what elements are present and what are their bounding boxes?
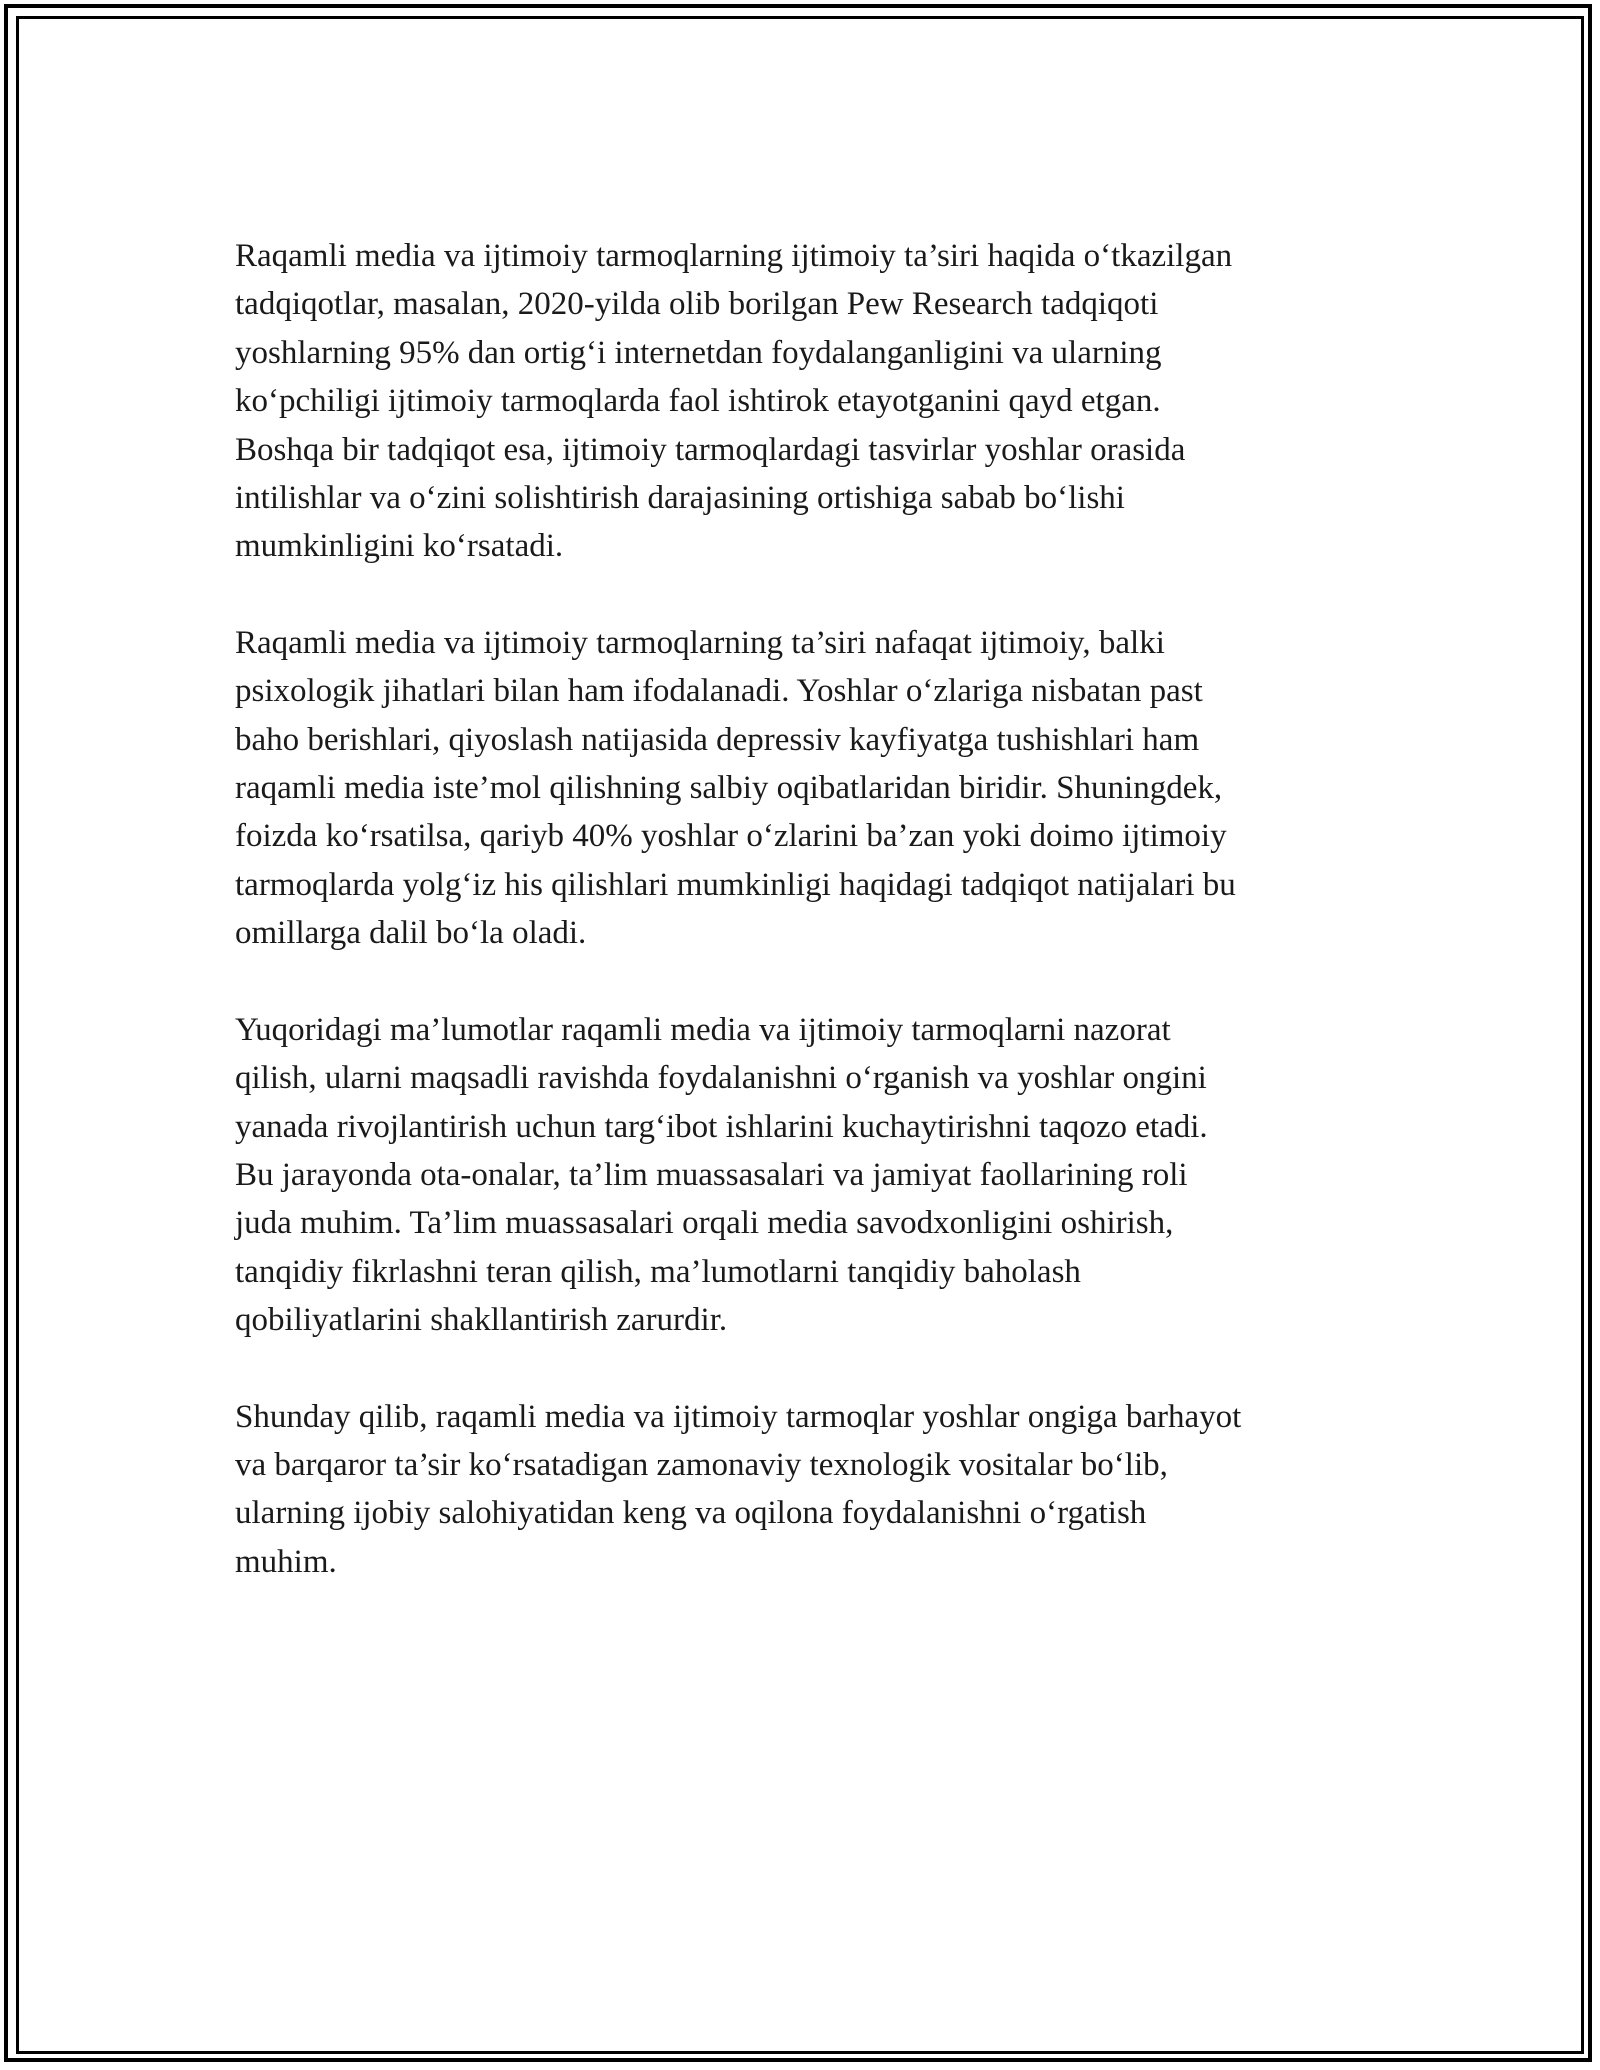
text-line: Raqamli media va ijtimoiy tarmoqlarning ijtimoiy ta’siri haqida o‘tkazilgan (235, 238, 1233, 274)
text-line: psixologik jihatlari bilan ham ifodalanadi. Yoshlar o‘zlariga nisbatan past (235, 673, 1203, 710)
paragraph-2 (235, 619, 1365, 958)
text-line: mumkinligini ko‘rsatadi. (235, 528, 564, 565)
text-line: raqamli media iste’mol qilishning salbiy oqibatlaridan biridir. Shuningdek, (235, 770, 1223, 807)
text-line: tarmoqlarda yolg‘iz his qilishlari mumkinligi haqidagi tadqiqot natijalari bu (235, 866, 1236, 903)
paragraph-3 (235, 1006, 1365, 1345)
text-line: yoshlarning 95% dan ortig‘i internetdan foydalanganligini va ularning (235, 334, 1162, 371)
text-line: Shunday qilib, raqamli media va ijtimoiy tarmoqlar yoshlar ongiga barhayot (235, 1398, 1242, 1435)
paragraph-1 (235, 232, 1365, 571)
text-line: tanqidiy fikrlashni teran qilish, ma’lumotlarni tanqidiy baholash (235, 1253, 1081, 1290)
text-line: juda muhim. Ta’lim muassasalari orqali media savodxonligini oshirish, (235, 1205, 1174, 1242)
text-line: tadqiqotlar, masalan, 2020-yilda olib borilgan Pew Research tadqiqoti (235, 286, 1159, 323)
text-line: Yuqoridagi ma’lumotlar raqamli media va ijtimoiy tarmoqlarni nazorat (235, 1011, 1171, 1048)
text-line: ko‘pchiligi ijtimoiy tarmoqlarda faol ishtirok etayotganini qayd etgan. (235, 383, 1161, 420)
text-line: baho berishlari, qiyoslash natijasida depressiv kayfiyatga tushishlari ham (235, 721, 1200, 758)
text-line: ularning ijobiy salohiyatidan keng va oqilona foydalanishni o‘rgatish (235, 1495, 1147, 1532)
text-line: foizda ko‘rsatilsa, qariyb 40% yoshlar o‘zlarini ba’zan yoki doimo ijtimoiy (235, 818, 1227, 855)
text-line: Bu jarayonda ota-onalar, ta’lim muassasalari va jamiyat faollarining roli (235, 1156, 1188, 1193)
paragraph-4 (235, 1393, 1365, 1587)
text-line: va barqaror ta’sir ko‘rsatadigan zamonaviy texnologik vositalar bo‘lib, (235, 1446, 1168, 1483)
text-line: omillarga dalil bo‘la oladi. (235, 915, 587, 952)
document-body (235, 232, 1365, 1634)
text-line: intilishlar va o‘zini solishtirish darajasining ortishiga sabab bo‘lishi (235, 480, 1125, 517)
text-line: qobiliyatlarini shakllantirish zarurdir. (235, 1302, 728, 1339)
text-line: Raqamli media va ijtimoiy tarmoqlarning ta’siri nafaqat ijtimoiy, balki (235, 624, 1165, 661)
text-line: Boshqa bir tadqiqot esa, ijtimoiy tarmoqlardagi tasvirlar yoshlar orasida (235, 431, 1186, 468)
text-line: yanada rivojlantirish uchun targ‘ibot ishlarini kuchaytirishni taqozo etadi. (235, 1108, 1208, 1145)
text-line: qilish, ularni maqsadli ravishda foydalanishni o‘rganish va yoshlar ongini (235, 1060, 1207, 1097)
text-line: muhim. (235, 1543, 337, 1580)
